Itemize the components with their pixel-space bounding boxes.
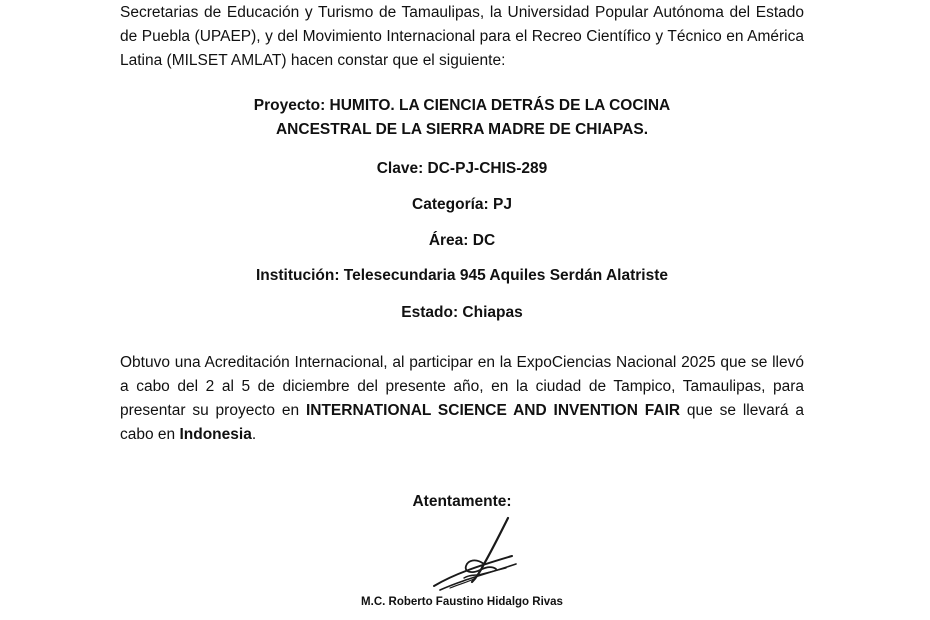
project-institution: Institución: Telesecundaria 945 Aquiles Serdán Alatriste: [255, 267, 669, 284]
accreditation-text-3: .: [251, 426, 257, 443]
accreditation-text-1: Obtuvo una Acreditación Internacional, al participar en la ExpoCiencias Nacional 2025 que se llevó a cabo del 2 al 5 de diciembre del presente año, en la ciudad de Tampico, Tamaulipas, para presentar su proyecto en: [120, 354, 804, 419]
project-title-line-2: ANCESTRAL DE LA SIERRA MADRE DE CHIAPAS.: [275, 121, 649, 138]
accreditation-text-2: que se llevará a cabo en: [120, 402, 804, 443]
handwritten-signature: [420, 512, 530, 594]
closing-salutation: Atentamente:: [412, 493, 512, 510]
project-category: Categoría: PJ: [412, 196, 512, 213]
project-title: [120, 94, 804, 142]
fair-name: INTERNATIONAL SCIENCE AND INVENTION FAIR: [305, 402, 681, 419]
signer-name: M.C. Roberto Faustino Hidalgo Rivas: [361, 596, 563, 608]
project-state: Estado: Chiapas: [401, 304, 523, 321]
project-title-line-1: Proyecto: HUMITO. LA CIENCIA DETRÁS DE LA COCINA: [253, 97, 671, 114]
host-country: Indonesia: [179, 426, 252, 443]
project-area: Área: DC: [428, 232, 496, 249]
project-key: Clave: DC-PJ-CHIS-289: [376, 160, 548, 177]
accreditation-paragraph: [120, 351, 804, 447]
intro-paragraph: Secretarias de Educación y Turismo de Tamaulipas, la Universidad Popular Autónoma del Estado de Puebla (UPAEP), y del Movimiento Internacional para el Recreo Científico y Técnico en América Latina (MILSET AMLAT) hacen constar que el siguiente:: [120, 4, 804, 69]
